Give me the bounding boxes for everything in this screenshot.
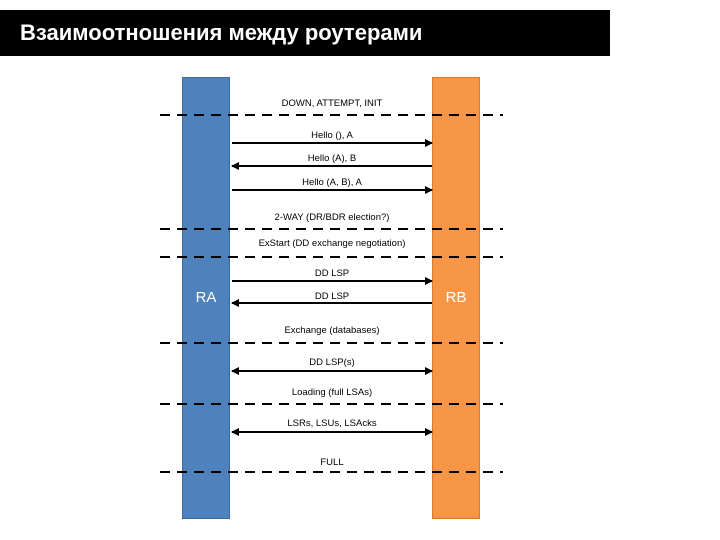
message-label: DD LSP(s) bbox=[309, 357, 355, 368]
message-label: Hello (A), B bbox=[307, 153, 357, 164]
message-label: LSRs, LSUs, LSAcks bbox=[287, 418, 377, 429]
page-title: Взаимоотношения между роутерами bbox=[20, 20, 423, 45]
router-ra-label: RA bbox=[195, 289, 217, 306]
state-label: 2-WAY (DR/BDR election?) bbox=[274, 212, 390, 223]
message-label: Hello (), A bbox=[311, 130, 353, 141]
router-rb-label: RB bbox=[445, 289, 467, 306]
message-label: DD LSP bbox=[314, 268, 350, 279]
state-label: ExStart (DD exchange negotiation) bbox=[258, 238, 406, 249]
message-label: Hello (A, B), A bbox=[302, 177, 362, 188]
state-label: Loading (full LSAs) bbox=[291, 387, 373, 398]
state-label: Exchange (databases) bbox=[284, 325, 380, 336]
state-label: DOWN, ATTEMPT, INIT bbox=[281, 98, 383, 109]
state-label: FULL bbox=[320, 457, 344, 468]
message-label: DD LSP bbox=[314, 291, 350, 302]
